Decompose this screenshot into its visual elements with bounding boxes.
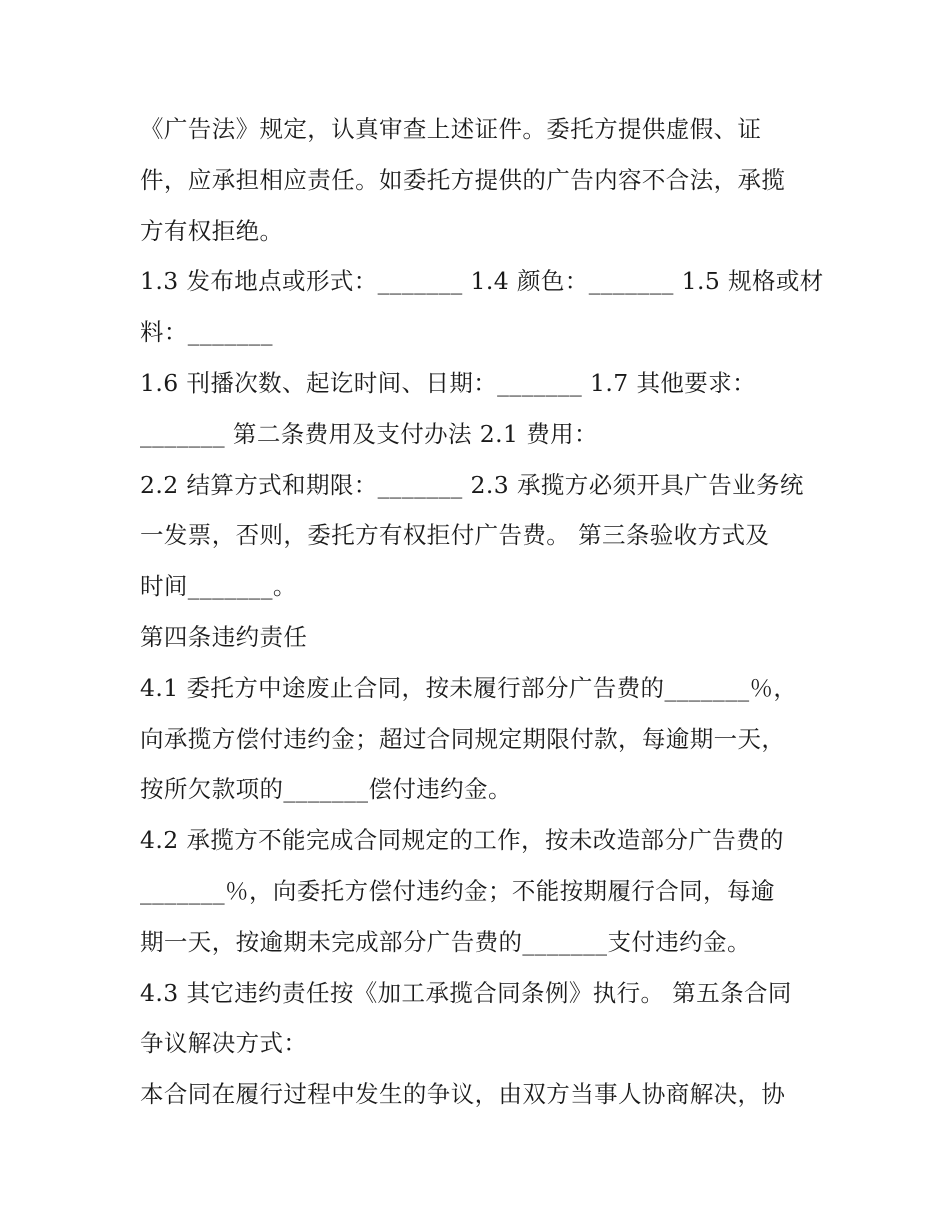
text-line-1: 《广告法》规定，认真审查上述证件。委托方提供虚假、证 bbox=[140, 115, 762, 143]
text-line-7: _______ 第二条费用及支付办法 2.1 费用： bbox=[140, 419, 598, 448]
text-line-18: 4.3 其它违约责任按《加工承揽合同条例》执行。 第五条合同 bbox=[140, 978, 792, 1007]
text-line-3: 方有权拒绝。 bbox=[140, 216, 284, 245]
text-line-4: 1.3 发布地点或形式：_______ 1.4 颜色：_______ 1.5 规格或材 bbox=[140, 267, 824, 296]
text-line-14: 按所欠款项的_______偿付违约金。 bbox=[140, 775, 512, 804]
text-line-20: 本合同在履行过程中发生的争议，由双方当事人协商解决，协 bbox=[140, 1080, 786, 1109]
text-line-12: 4.1 委托方中途废止合同，按未履行部分广告费的_______％， bbox=[140, 673, 798, 702]
text-line-5: 料：_______ bbox=[140, 318, 273, 347]
section-heading-breach: 第四条违约责任 bbox=[140, 622, 308, 651]
text-line-9: 一发票，否则，委托方有权拒付广告费。 第三条验收方式及 bbox=[140, 521, 770, 550]
text-line-10: 时间_______。 bbox=[140, 572, 297, 601]
text-line-8: 2.2 结算方式和期限：_______ 2.3 承揽方必须开具广告业务统 bbox=[140, 470, 804, 499]
document-page bbox=[140, 104, 824, 1120]
text-line-15: 4.2 承揽方不能完成合同规定的工作，按未改造部分广告费的 bbox=[140, 826, 784, 855]
text-line-17: 期一天，按逾期未完成部分广告费的_______支付违约金。 bbox=[140, 927, 751, 956]
text-line-16: _______％，向委托方偿付违约金；不能按期履行合同，每逾 bbox=[140, 876, 775, 905]
text-line-19: 争议解决方式： bbox=[140, 1029, 308, 1058]
text-line-2: 件，应承担相应责任。如委托方提供的广告内容不合法，承揽 bbox=[140, 165, 786, 194]
text-line-13: 向承揽方偿付违约金；超过合同规定期限付款，每逾期一天， bbox=[140, 724, 786, 753]
text-line-6: 1.6 刊播次数、起讫时间、日期：_______ 1.7 其他要求： bbox=[140, 368, 757, 397]
